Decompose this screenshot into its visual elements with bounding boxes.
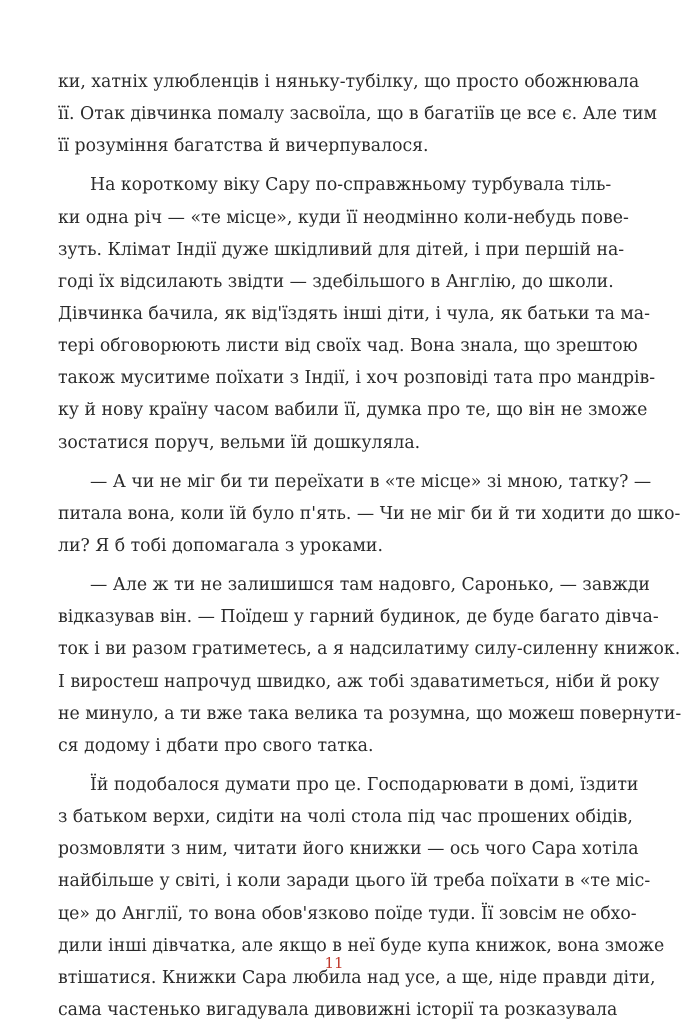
text-line: дили інші дівчатка, але якщо в неї буде купа книжок, вона зможе <box>58 935 665 956</box>
text-line: її. Отак дівчинка помалу засвоїла, що в багатіїв це все є. Але тим <box>58 104 657 125</box>
page-number: 11 <box>324 954 344 972</box>
text-line: сама частенько вигадувала дивовижні історії та розказувала <box>58 999 618 1020</box>
text-line: ток і ви разом гратиметесь, а я надсилатиму силу-силенну книжок. <box>58 639 681 660</box>
text-line: На короткому віку Сару по-справжньому турбувала тіль- <box>90 175 612 196</box>
text-line: зостатися поруч, вельми їй дошкуляла. <box>58 432 421 453</box>
paragraph-gap <box>58 162 611 169</box>
text-line: не минуло, а ти вже така велика та розумна, що можеш повернути- <box>58 703 681 724</box>
text-line: ся додому і дбати про свого татка. <box>58 735 374 756</box>
text-line: розмовляти з ним, читати його книжки — ось чого Сара хотіла <box>58 839 639 860</box>
text-line: найбільше у світі, і коли заради цього їй треба поїхати в «те міс- <box>58 871 651 892</box>
text-line: І виростеш напрочуд швидко, аж тобі здаватиметься, ніби й року <box>58 671 660 692</box>
text-line: — А чи не міг би ти переїхати в «те місце» зі мною, татку? — <box>90 471 652 492</box>
paragraph-gap <box>58 762 611 769</box>
text-line: ку й нову країну часом вабили її, думка про те, що він не зможе <box>58 400 648 421</box>
text-line: з батьком верхи, сидіти на чолі стола під час прошених обідів, <box>58 807 633 828</box>
paragraph <box>58 769 665 1026</box>
paragraph-gap <box>58 459 611 466</box>
body-text <box>58 66 681 1026</box>
paragraph <box>58 66 657 162</box>
text-line: ки, хатніх улюбленців і няньку-тубілку, що просто обожнювала <box>58 72 640 92</box>
text-line: її розуміння багатства й вичерпувалося. <box>58 136 429 157</box>
text-line: ки одна річ — «те місце», куди її неодмінно коли-небудь пове- <box>58 207 629 228</box>
paragraph <box>58 466 681 562</box>
paragraph <box>58 169 656 458</box>
text-line: Їй подобалося думати про це. Господарювати в домі, їздити <box>90 774 639 795</box>
text-line: ли? Я б тобі допомагала з уроками. <box>58 535 383 556</box>
text-line: відказував він. — Поїдеш у гарний будинок, де буде багато дівча- <box>58 607 659 628</box>
paragraph <box>58 569 681 762</box>
text-line: зуть. Клімат Індії дуже шкідливий для дітей, і при першій на- <box>58 239 625 260</box>
text-line: Дівчинка бачила, як від'їздять інші діти, і чула, як батьки та ма- <box>58 303 650 324</box>
paragraph-gap <box>58 562 611 569</box>
text-line: питала вона, коли їй було п'ять. — Чи не міг би й ти ходити до шко- <box>58 503 681 524</box>
text-line: годі їх відсилають звідти — здебільшого в Англію, до школи. <box>58 271 614 292</box>
text-line: також муситиме поїхати з Індії, і хоч розповіді тата про мандрів- <box>58 368 656 389</box>
text-line: тері обговорюють листи від своїх чад. Вона знала, що зрештою <box>58 336 638 357</box>
text-line: — Але ж ти не залишишся там надовго, Саронько, — завжди <box>90 575 650 596</box>
text-line: це» до Англії, то вона обов'язково поїде туди. Її зовсім не обхо- <box>58 903 637 924</box>
text-line: втішатися. Книжки Сара любила над усе, а ще, ніде правди діти, <box>58 967 656 988</box>
